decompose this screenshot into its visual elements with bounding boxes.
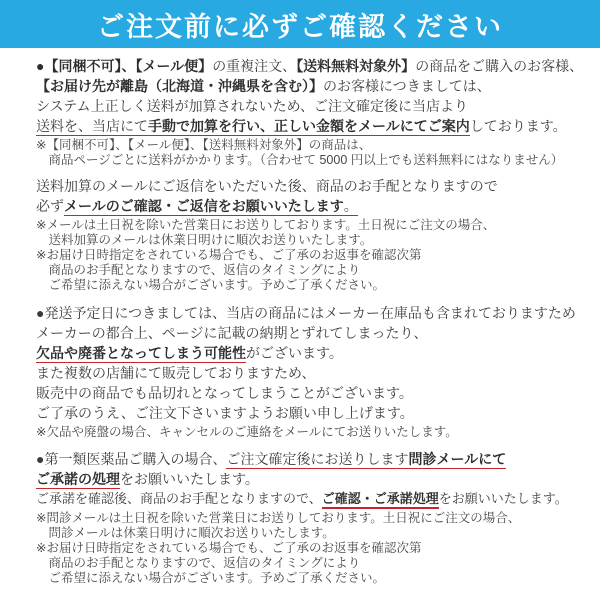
text-line bbox=[36, 116, 594, 136]
note-block bbox=[36, 511, 594, 586]
red-underline-bold-text: 問診メールにて bbox=[408, 451, 506, 469]
red-underline-text: 。 bbox=[344, 198, 358, 216]
header-banner bbox=[0, 0, 600, 48]
text-line: 送料加算のメールにご返信をいただいた後、商品のお手配となりますので bbox=[36, 178, 498, 194]
red-underline-bold-text: メールのご確認・ご返信をお願いいたします bbox=[64, 198, 344, 216]
text-line: ご了承のうえ、ご注文下さいますようお願い申し上げます。 bbox=[36, 405, 414, 421]
red-underline-text: 送料を、当店にて bbox=[36, 118, 148, 136]
text-line bbox=[36, 343, 594, 363]
text-segment: 必ず bbox=[36, 198, 64, 214]
note-line: ※メールは土日祝を除いた営業日にお送りしております。土日祝にご注文の場合、 bbox=[36, 218, 496, 232]
text-segment: ご承諾を確認後、商品のお手配となりますので、 bbox=[36, 491, 322, 506]
section-class1-medicine-notice bbox=[36, 449, 594, 586]
note-line: 送料加算のメールは休業日明けに順次お送りいたします。 bbox=[36, 233, 373, 247]
text-line bbox=[36, 56, 594, 76]
text-line bbox=[36, 469, 594, 489]
note-block bbox=[36, 218, 594, 293]
note-block bbox=[36, 138, 594, 168]
bold-text: 【送料無料対象外】 bbox=[296, 58, 416, 74]
bold-text: ●【同梱不可】、【メール便】 bbox=[36, 58, 213, 74]
note-line: ご希望に添えない場合がございます。予めご了承ください。 bbox=[36, 571, 386, 585]
text-segment: ●第一類医薬品ご購入の場合、 bbox=[36, 451, 227, 467]
note-line: ※欠品や廃盤の場合、キャンセルのご連絡をメールにてお送りいたします。 bbox=[36, 425, 458, 439]
note-line: 商品のお手配となりますので、返信のタイミングにより bbox=[36, 263, 361, 277]
bold-text: 【お届け先が離島（北海道・沖縄県を含む）】 bbox=[36, 78, 323, 94]
notice-content bbox=[0, 48, 600, 586]
text-line: 販売中の商品でも品切れとなってしまうことがございます。 bbox=[36, 385, 413, 401]
page-title: ご注文前に必ずご確認ください bbox=[97, 11, 503, 42]
note-line: 商品ページごとに送料がかかります。（合わせて 5000 円以上でも送料無料にはなりません） bbox=[36, 153, 564, 167]
text-segment: をお願いいたします。 bbox=[120, 471, 259, 487]
text-segment: のお客様につきましては、 bbox=[323, 78, 491, 94]
text-line: システム上正しく送料が加算されないため、ご注文確定後に当店より bbox=[36, 98, 469, 114]
red-underline-bold-text: ご承諾の処理 bbox=[36, 471, 120, 489]
text-line: また複数の店舗にて販売しておりますため、 bbox=[36, 365, 316, 381]
text-line: メーカーの都合上、ページに記載の納期とずれてしまったり、 bbox=[36, 325, 428, 341]
text-line bbox=[36, 196, 594, 216]
note-line: ※お届け日時指定をされている場合でも、ご了承のお返事を確認次第 bbox=[36, 541, 422, 555]
text-segment: をお願いいたします。 bbox=[438, 491, 568, 506]
text-segment: しております。 bbox=[469, 118, 567, 134]
red-underline-bold-text: ご確認・ご承諾処理 bbox=[322, 491, 439, 509]
red-underline-bold-text: 手動で加算を行い、正しい金額をメールにてご案内 bbox=[148, 118, 470, 136]
note-line: ※問診メールは土日祝を除いた営業日にお送りしております。土日祝にご注文の場合、 bbox=[36, 511, 521, 525]
note-block bbox=[36, 425, 594, 440]
red-underline-bold-text: 欠品や廃番となってしまう可能性 bbox=[36, 345, 246, 363]
text-segment: がございます。 bbox=[246, 345, 343, 361]
note-line: 問診メールは休業日明けに順次お送りいたします。 bbox=[36, 526, 335, 540]
text-segment: の商品をご購入のお客様、 bbox=[415, 58, 584, 74]
text-segment: の重複注文、 bbox=[212, 58, 297, 74]
section-combined-shipping-notice bbox=[36, 56, 594, 168]
text-line bbox=[36, 489, 594, 509]
text-line bbox=[36, 449, 594, 469]
section-shipping-date-notice bbox=[36, 303, 594, 440]
note-line: ご希望に添えない場合がございます。予めご了承ください。 bbox=[36, 278, 386, 292]
note-line: ※【同梱不可】、【メール便】、【送料無料対象外】の商品は、 bbox=[36, 138, 372, 152]
text-line: ●発送予定日につきましては、当店の商品にはメーカー在庫品も含まれておりますため bbox=[36, 305, 576, 321]
section-mail-reply-request bbox=[36, 176, 594, 293]
note-line: ※お届け日時指定をされている場合でも、ご了承のお返事を確認次第 bbox=[36, 248, 422, 262]
note-line: 商品のお手配となりますので、返信のタイミングにより bbox=[36, 556, 361, 570]
text-line bbox=[36, 76, 594, 96]
red-underline-text: ご注文確定後にお送りします bbox=[226, 451, 408, 469]
